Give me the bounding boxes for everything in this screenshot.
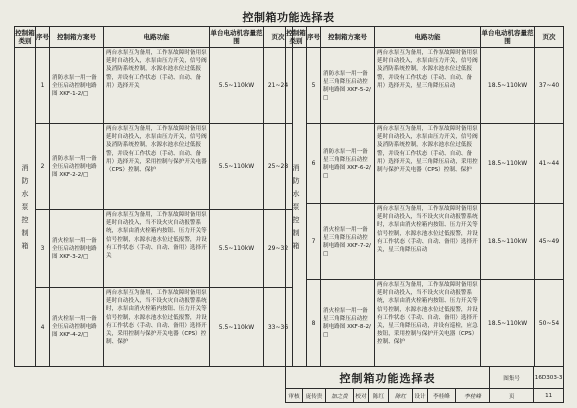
function-cell: 两台水泵互为备用，工作泵故障时备用泵延时自动投入，当不设火灾自动报警系统，水泵由消火栓箱内按钮、压力开关等信号控制，水源水池水位过低报警，并设有工作状态（手动、自动、备用）选择开关 <box>104 210 210 288</box>
seq-cell: 3 <box>36 210 50 288</box>
header-function: 电路功能 <box>375 27 481 48</box>
seq-cell: 6 <box>307 124 321 204</box>
header-seq: 序号 <box>307 27 321 48</box>
table-row <box>15 288 293 367</box>
pages-cell: 29~32 <box>264 210 293 288</box>
function-cell: 两台水泵互为备用，工作泵故障时备用泵延时自动投入，水泵由压力开关，信号阀及消防系统控制，水源水池水位过低报警，并设有工作状态（手动、自动、备用）选择开关，星三角降压启动 <box>375 48 481 124</box>
category-char: 制 <box>292 228 300 237</box>
scheme-cell: 消防水泵一用一备全压启动控制电路图 XKF-1-2/□ <box>50 48 104 124</box>
table-row <box>15 124 293 210</box>
range-cell: 18.5~110kW <box>481 280 535 367</box>
function-table-left <box>14 26 293 367</box>
table-row <box>15 48 293 124</box>
range-cell: 18.5~110kW <box>481 124 535 204</box>
function-cell: 两台水泵互为备用，工作泵故障时备用泵延时自动投入，水泵由压力开关，信号阀及消防系统控制，水源水池水位过低报警，并设有工作状态（手动、自动、备用）选择开关，星三角降压启动，采用控制与保护开关电器（CPS）控制、保护 <box>375 124 481 204</box>
category-char: 泵 <box>292 202 300 211</box>
category-char: 消 <box>21 163 29 172</box>
seq-cell: 8 <box>307 280 321 367</box>
table-row <box>286 124 564 204</box>
table-header-row <box>286 27 564 48</box>
pages-cell: 25~28 <box>264 124 293 210</box>
category-cell <box>286 48 307 367</box>
header-function: 电路功能 <box>104 27 210 48</box>
category-cell <box>15 48 36 367</box>
pages-cell: 21~24 <box>264 48 293 124</box>
review-name: 庞传贵 <box>303 389 326 403</box>
pages-cell: 41~44 <box>535 124 564 204</box>
range-cell: 5.5~110kW <box>210 288 264 367</box>
design-label: 设计 <box>413 389 428 403</box>
review-label: 审核 <box>286 389 303 403</box>
scheme-cell: 消防水泵一用一备星三角降压启动控制电路图 XKF-6-2/□ <box>321 124 375 204</box>
range-cell: 18.5~110kW <box>481 48 535 124</box>
seq-cell: 4 <box>36 288 50 367</box>
title-block <box>285 366 563 402</box>
seq-cell: 7 <box>307 204 321 280</box>
page-number: 11 <box>534 389 564 403</box>
pages-cell: 45~49 <box>535 204 564 280</box>
design-name: 李桂峰 <box>428 389 456 403</box>
function-cell: 两台水泵互为备用，工作泵故障时备用泵延时自动投入，当不设火灾自动报警系统时，水泵由消火栓箱内按钮、压力开关等信号控制，水源水池水位过低报警，并设有工作状态（手动、自动、备用）选择开关，星三角降压启动 <box>375 204 481 280</box>
seq-cell: 5 <box>307 48 321 124</box>
check-name: 陈红 <box>369 389 389 403</box>
scheme-cell: 消火栓泵一用一备全压启动控制电路图 XKF-3-2/□ <box>50 210 104 288</box>
function-cell: 两台水泵互为备用，工作泵故障时备用泵延时自动投入，水泵由压力开关，信号阀及消防系统控制，水源水池水位过低报警，并设有工作状态（手动、自动、备用）选择开关 <box>104 48 210 124</box>
category-char: 水 <box>21 189 29 198</box>
atlas-label: 图集号 <box>490 367 534 389</box>
category-char: 箱 <box>21 241 29 250</box>
scheme-cell: 消火栓泵一用一备全压启动控制电路图 XKF-4-2/□ <box>50 288 104 367</box>
function-cell: 两台水泵互为备用，工作泵故障时备用泵延时自动投入，水泵由压力开关，信号阀及消防系统控制，水源水池水位过低报警，并设有工作状态（手动、自动、备用）选择开关，采用控制与保护开关电器（CPS）控制、保护 <box>104 124 210 210</box>
review-signature: 加之贵 <box>326 389 354 403</box>
scheme-cell: 消防水泵一用一备星三角降压启动控制电路图 XKF-5-2/□ <box>321 48 375 124</box>
range-cell: 5.5~110kW <box>210 210 264 288</box>
header-range: 单台电动机容量范围 <box>481 27 535 48</box>
category-char: 消 <box>292 163 300 172</box>
header-seq: 序号 <box>36 27 50 48</box>
header-category: 控制箱类别 <box>286 27 307 48</box>
category-char: 泵 <box>21 202 29 211</box>
range-cell: 5.5~110kW <box>210 124 264 210</box>
scheme-cell: 消火栓泵一用一备星三角降压启动控制电路图 XKF-7-2/□ <box>321 204 375 280</box>
category-char: 控 <box>21 215 29 224</box>
category-char: 水 <box>292 189 300 198</box>
seq-cell: 2 <box>36 124 50 210</box>
range-cell: 18.5~110kW <box>481 204 535 280</box>
design-signature: 李桂峰 <box>456 389 490 403</box>
function-table-right <box>285 26 564 367</box>
scheme-cell: 消火栓泵一用一备星三角降压启动控制电路图 XKF-8-2/□ <box>321 280 375 367</box>
category-char: 防 <box>21 176 29 185</box>
function-cell: 两台水泵互为备用，工作泵故障时备用泵延时自动投入，当不设火灾自动报警系统，水泵由消火栓箱内按钮、压力开关等信号控制，水源水池水位过低报警，并设有工作状态（手动、自动、备用）选择开关，星三角降压启动，并设有巡检，应急按钮，采用控制与保护开关电器（CPS）控制、保护 <box>375 280 481 367</box>
header-pages: 页次 <box>535 27 564 48</box>
pages-cell: 33~36 <box>264 288 293 367</box>
category-char: 箱 <box>292 241 300 250</box>
title-block-title: 控制箱功能选择表 <box>286 367 490 389</box>
category-char: 防 <box>292 176 300 185</box>
category-char: 控 <box>292 215 300 224</box>
header-range: 单台电动机容量范围 <box>210 27 264 48</box>
header-scheme: 控制箱方案号 <box>50 27 104 48</box>
page-label: 页 <box>490 389 534 403</box>
table-row <box>286 204 564 280</box>
function-cell: 两台水泵互为备用，工作泵故障时备用泵延时自动投入，当不设火灾自动报警系统时，水泵由消火栓箱内按钮、压力开关等信号控制，水源水池水位过低报警，并设有工作状态（手动、自动、备用）选择开关，采用控制与保护开关电器（CPS）控制、保护 <box>104 288 210 367</box>
table-row <box>286 280 564 367</box>
page-title: 控制箱功能选择表 <box>242 11 335 24</box>
check-label: 校对 <box>354 389 369 403</box>
table-row <box>15 210 293 288</box>
table-row <box>286 48 564 124</box>
seq-cell: 1 <box>36 48 50 124</box>
scheme-cell: 消防水泵一用一备全压启动控制电路图 XKF-2-2/□ <box>50 124 104 210</box>
pages-cell: 50~54 <box>535 280 564 367</box>
atlas-number: 16D303-3 <box>534 367 564 389</box>
header-pages: 页次 <box>264 27 293 48</box>
table-header-row <box>15 27 293 48</box>
pages-cell: 37~40 <box>535 48 564 124</box>
header-category: 控制箱类别 <box>15 27 36 48</box>
range-cell: 5.5~110kW <box>210 48 264 124</box>
category-char: 制 <box>21 228 29 237</box>
check-signature: 陈红 <box>389 389 413 403</box>
header-scheme: 控制箱方案号 <box>321 27 375 48</box>
